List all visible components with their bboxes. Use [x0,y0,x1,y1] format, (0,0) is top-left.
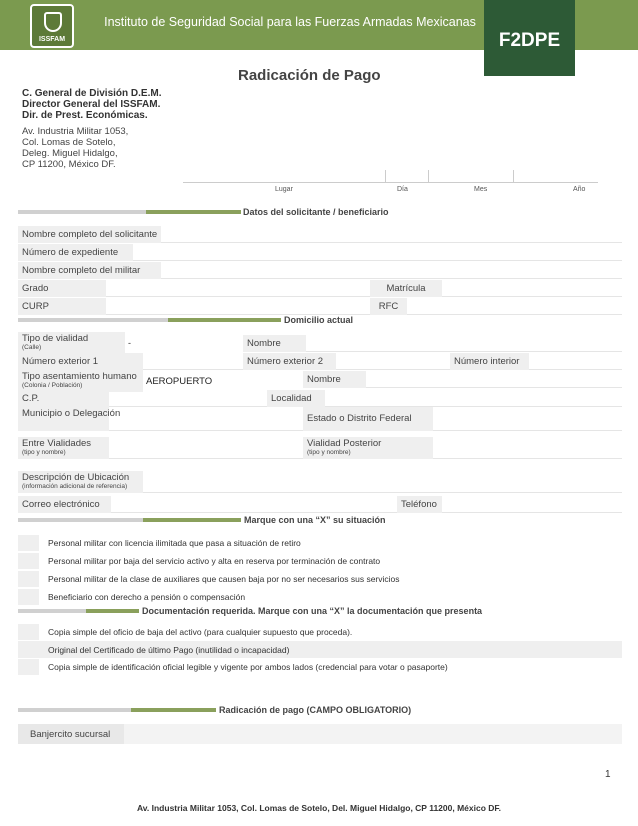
issfam-logo: ISSFAM [30,4,74,48]
document-checkbox[interactable] [18,659,39,675]
postal-code-field[interactable] [109,406,267,407]
branch-field[interactable] [124,724,622,744]
situation-option: Personal militar con licencia ilimitada que pasa a situación de retiro [48,538,301,548]
settlement-type-label: Tipo asentamiento humano (Colonia / Población) [18,370,143,392]
section-divider-accent [86,609,139,613]
section-title-address: Domicilio actual [284,315,354,325]
between-roads-label: Entre Vialidades (tipo y nombre) [18,437,109,459]
settlement-name-field[interactable] [366,387,622,388]
date-separator [428,170,429,182]
date-separator [385,170,386,182]
situation-checkbox[interactable] [18,553,39,569]
phone-label: Teléfono [397,496,442,513]
postal-code-label: C.P. [18,390,109,407]
applicant-full-name-field[interactable] [161,242,622,243]
page-title: Radicación de Pago [238,67,381,84]
registration-label: Matrícula [370,280,442,297]
recipient-addr-2: Col. Lomas de Sotelo, [22,137,116,148]
section-divider [18,708,131,712]
rfc-label: RFC [370,298,407,315]
section-title-payment: Radicación de pago (CAMPO OBLIGATORIO) [219,705,412,715]
recipient-addr-1: Av. Industria Militar 1053, [22,126,129,137]
rank-label: Grado [18,280,106,297]
file-number-field[interactable] [133,260,622,261]
municipality-label: Municipio o Delegación [18,407,109,431]
recipient-line-3: Dir. de Prest. Económicas. [22,110,148,121]
situation-option: Beneficiario con derecho a pensión o compensación [48,592,246,602]
location-desc-field[interactable] [143,492,622,493]
situation-checkbox[interactable] [18,571,39,587]
settlement-type-value[interactable]: AEROPUERTO [146,376,213,387]
section-divider [18,518,143,522]
int-number-label: Número interior [450,353,529,370]
institute-name: Instituto de Seguridad Social para las Fuerzas Armadas Mexicanas [104,15,476,29]
date-line[interactable] [183,182,598,183]
section-divider-accent [146,210,241,214]
date-label-month: Mes [474,186,488,193]
recipient-addr-4: CP 11200, México DF. [22,159,116,170]
registration-field[interactable] [442,296,622,297]
section-divider [18,210,146,214]
section-title-documents: Documentación requerida. Marque con una “X” la documentación que presenta [142,606,483,616]
settlement-name-label: Nombre [303,371,366,388]
state-label: Estado o Distrito Federal [303,407,433,431]
email-field[interactable] [111,512,397,513]
rear-road-label: Vialidad Posterior (tipo y nombre) [303,437,433,459]
email-label: Correo electrónico [18,496,111,513]
military-name-label: Nombre completo del militar [18,262,161,279]
military-name-field[interactable] [161,278,622,279]
ext-number-1-field[interactable] [143,369,243,370]
document-option: Copia simple del oficio de baja del activo (para cualquier supuesto que proceda). [48,627,353,637]
ext-number-1-label: Número exterior 1 [18,353,143,370]
rfc-field[interactable] [407,314,622,315]
ext-number-2-field[interactable] [336,369,450,370]
situation-checkbox[interactable] [18,535,39,551]
road-name-label: Nombre [243,335,306,352]
form-code-badge: F2DPE [484,0,575,76]
page-number: 1 [605,769,611,780]
road-type-label: Tipo de vialidad (Calle) [18,332,125,354]
situation-checkbox[interactable] [18,589,39,605]
date-label-year: Año [573,186,586,193]
section-divider [18,609,86,613]
applicant-full-name-label: Nombre completo del solicitante [18,226,161,243]
date-label-day: Día [397,186,408,193]
section-title-situation: Marque con una “X” su situación [244,515,386,525]
file-number-label: Número de expediente [18,244,133,261]
rank-field[interactable] [106,296,370,297]
section-divider-accent [131,708,216,712]
situation-option: Personal militar por baja del servicio activo y alta en reserva por terminación de contrato [48,556,381,566]
footer-address: Av. Industria Militar 1053, Col. Lomas de Sotelo, Del. Miguel Hidalgo, CP 11200, México DF. [136,803,502,813]
recipient-line-1: C. General de División D.E.M. [22,88,162,99]
locality-label: Localidad [267,390,325,407]
phone-field[interactable] [442,512,622,513]
recipient-line-2: Director General del ISSFAM. [22,99,161,110]
int-number-field[interactable] [529,369,622,370]
road-name-field[interactable] [306,351,622,352]
section-divider-accent [168,318,281,322]
branch-label: Banjercito sucursal [18,724,124,744]
between-roads-field[interactable] [109,458,303,459]
date-separator [513,170,514,182]
section-divider-accent [143,518,241,522]
ext-number-2-label: Número exterior 2 [243,353,336,370]
municipality-field[interactable] [109,430,303,431]
date-label-place: Lugar [275,186,293,193]
document-checkbox[interactable] [18,624,39,640]
state-field[interactable] [433,430,622,431]
curp-label: CURP [18,298,106,315]
location-desc-label: Descripción de Ubicación (información adicional de referencia) [18,471,143,493]
road-type-value[interactable]: - [128,338,131,348]
situation-option: Personal militar de la clase de auxiliares que causen baja por no ser necesarios sus servicios [48,574,400,584]
recipient-addr-3: Deleg. Miguel Hidalgo, [22,148,118,159]
rear-road-field[interactable] [433,458,622,459]
document-option: Original del Certificado de último Pago (inutilidad o incapacidad) [48,645,290,655]
section-divider [18,318,168,322]
section-title-applicant: Datos del solicitante / beneficiario [243,207,389,217]
document-option: Copia simple de identificación oficial legible y vigente por ambos lados (credencial para votar o pasaporte) [48,662,448,672]
